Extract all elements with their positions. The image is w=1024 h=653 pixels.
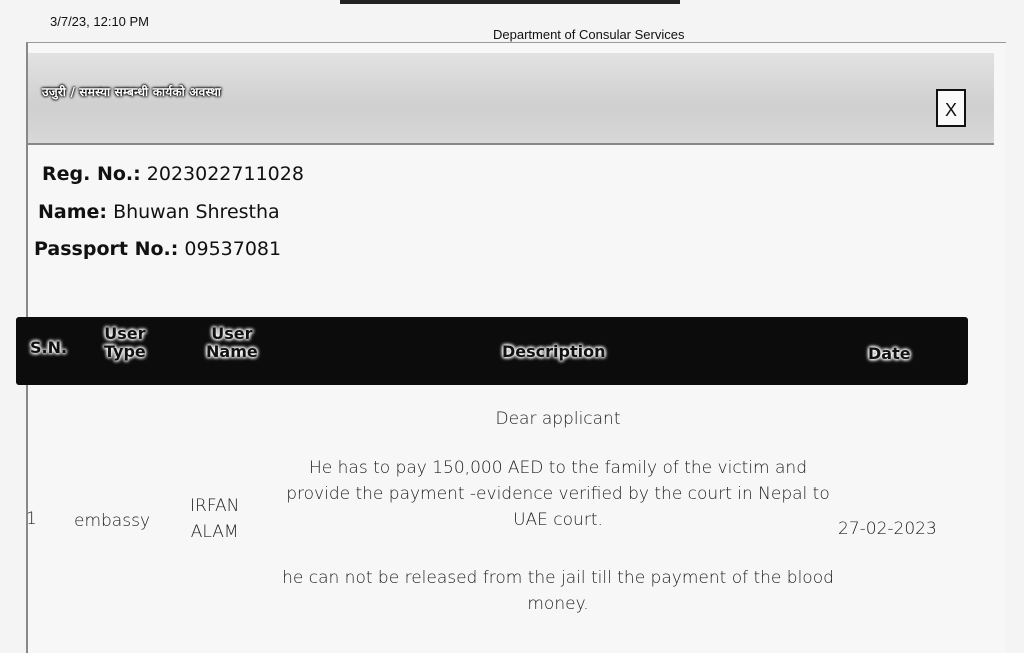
dialog-title: उजुरी / समस्या सम्बन्धी कार्यको अवस्था — [42, 85, 222, 99]
row-user-name-line2: ALAM — [190, 522, 239, 542]
header-user-name-line2: Name — [206, 342, 258, 361]
header-user-name — [206, 325, 258, 361]
row-user-type: embassy — [74, 511, 151, 531]
row-description-payment: He has to pay 150,000 AED to the family of the victim and provide the payment -evidence verified by the court in Nepal to UAE court. — [286, 458, 830, 530]
header-sn: S.N. — [30, 338, 68, 357]
print-datetime: 3/7/23, 12:10 PM — [50, 14, 150, 29]
header-date: Date — [868, 344, 911, 363]
passport-value: 09537081 — [184, 238, 282, 260]
table-header — [16, 317, 968, 385]
name-line — [38, 201, 280, 223]
dialog-titlebar — [28, 53, 994, 145]
print-header — [0, 0, 1024, 46]
reg-no-label: Reg. No.: — [42, 163, 141, 185]
row-user-name-line1: IRFAN — [190, 496, 240, 516]
header-user-type-line1: User — [104, 324, 146, 343]
header-user-name-line1: User — [211, 324, 253, 343]
reg-no-value: 2023022711028 — [146, 163, 304, 185]
passport-line — [34, 238, 281, 260]
print-page-title: Department of Consular Services — [493, 27, 685, 42]
row-date: 27-02-2023 — [838, 519, 937, 539]
header-description: Description — [502, 342, 606, 361]
row-user-name — [190, 493, 239, 545]
close-button[interactable]: X — [936, 89, 966, 127]
row-description-release: he can not be released from the jail till the payment of the blood money. — [282, 568, 834, 614]
complaint-status-dialog — [26, 42, 1006, 653]
passport-label: Passport No.: — [34, 238, 179, 260]
name-value: Bhuwan Shrestha — [113, 201, 280, 223]
name-label: Name: — [38, 201, 108, 223]
header-user-type — [104, 325, 146, 361]
row-sn: 1 — [26, 509, 37, 529]
reg-no-line — [42, 163, 304, 185]
header-user-type-line2: Type — [104, 342, 146, 361]
row-description-greeting: Dear applicant — [495, 409, 621, 429]
